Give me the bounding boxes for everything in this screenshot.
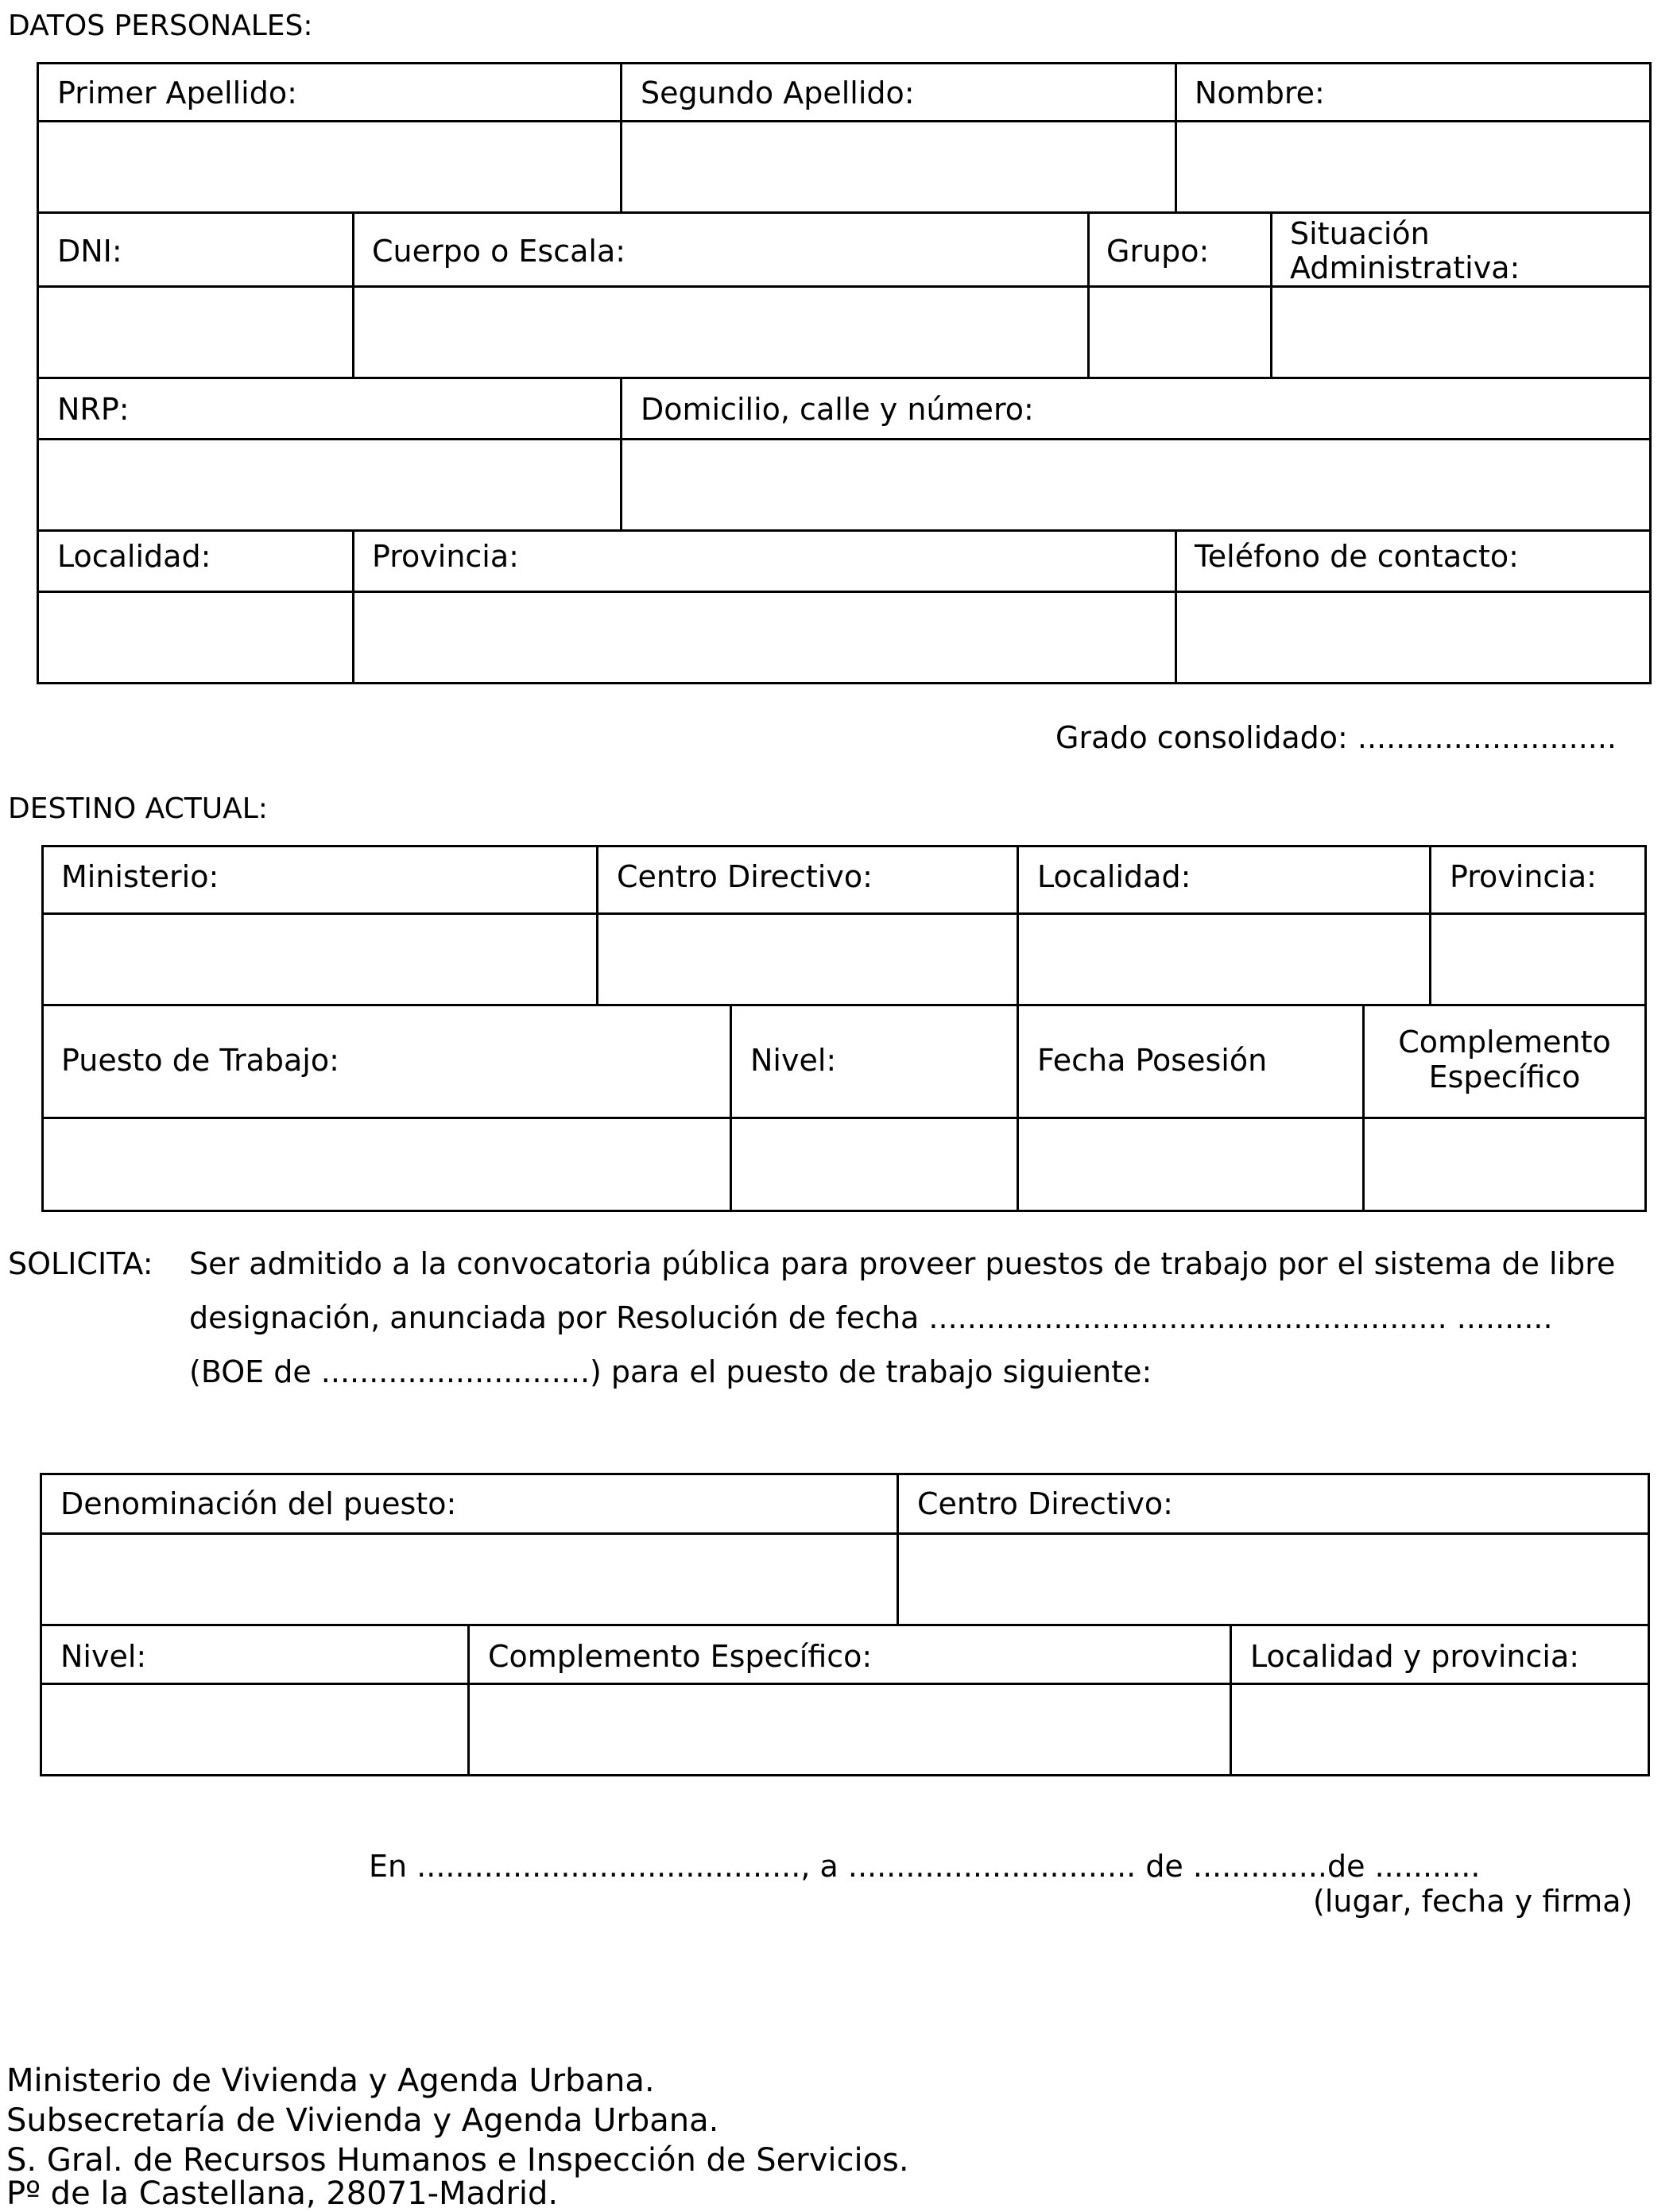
centro-directivo-solicitado-field[interactable]: [899, 1535, 1648, 1624]
denominacion-puesto-field[interactable]: [42, 1535, 897, 1624]
label-centro-directivo-actual: Centro Directivo:: [617, 859, 873, 894]
label-localidad-actual: Localidad:: [1037, 859, 1191, 894]
label-cuerpo-escala: Cuerpo o Escala:: [372, 234, 626, 269]
footer-direccion: Pº de la Castellana, 28071-Madrid.: [6, 2175, 559, 2212]
destino-actual-heading: DESTINO ACTUAL:: [8, 792, 268, 825]
footer-ministerio: Ministerio de Vivienda y Agenda Urbana.: [6, 2063, 655, 2099]
localidad-provincia-field[interactable]: [1232, 1685, 1648, 1774]
label-provincia: Provincia:: [372, 539, 519, 574]
label-nrp: NRP:: [57, 392, 130, 427]
label-localidad-provincia: Localidad y provincia:: [1250, 1639, 1580, 1674]
label-nombre: Nombre:: [1195, 76, 1325, 110]
solicita-line-1: Ser admitido a la convocatoria pública para proveer puestos de trabajo por el sistema de libre: [189, 1246, 1616, 1281]
label-dni: DNI:: [57, 234, 122, 269]
label-administrativa: Administrativa:: [1290, 250, 1520, 285]
solicita-line-3[interactable]: (BOE de ............................) para el puesto de trabajo siguiente:: [189, 1354, 1152, 1389]
label-nivel-actual: Nivel:: [750, 1043, 837, 1078]
label-telefono: Teléfono de contacto:: [1195, 539, 1519, 574]
label-domicilio: Domicilio, calle y número:: [641, 392, 1034, 427]
label-provincia-actual: Provincia:: [1450, 859, 1597, 894]
grado-dots[interactable]: ...........................: [1357, 720, 1617, 755]
solicita-label: SOLICITA:: [8, 1246, 153, 1281]
solicita-line-2[interactable]: designación, anunciada por Resolución de fecha ...................................................... ..........: [189, 1300, 1553, 1335]
firma-line[interactable]: En ........................................, a .............................. de ..............de ...........: [369, 1849, 1481, 1884]
label-puesto-trabajo: Puesto de Trabajo:: [61, 1043, 339, 1078]
label-segundo-apellido: Segundo Apellido:: [641, 76, 915, 110]
label-nivel-solicitado: Nivel:: [60, 1639, 147, 1674]
label-centro-directivo-solicitado: Centro Directivo:: [917, 1486, 1173, 1521]
complemento-especifico-solicitado-field[interactable]: [470, 1685, 1230, 1774]
label-localidad: Localidad:: [57, 539, 211, 574]
footer-subsecretaria: Subsecretaría de Vivienda y Agenda Urbana.: [6, 2102, 719, 2139]
footer-subdireccion: S. Gral. de Recursos Humanos e Inspección de Servicios.: [6, 2142, 909, 2179]
firma-note: (lugar, fecha y firma): [1313, 1884, 1633, 1919]
label-ministerio: Ministerio:: [61, 859, 219, 894]
label-fecha-posesion: Fecha Posesión: [1037, 1043, 1268, 1078]
label-situacion: Situación: [1290, 216, 1430, 251]
label-grupo: Grupo:: [1106, 234, 1210, 269]
label-complemento-especifico-solicitado: Complemento Específico:: [488, 1639, 873, 1674]
label-complemento: Complemento: [1398, 1025, 1611, 1060]
nivel-solicitado-field[interactable]: [42, 1685, 467, 1774]
label-especifico: Específico: [1428, 1060, 1581, 1094]
datos-personales-heading: DATOS PERSONALES:: [8, 10, 313, 42]
label-denominacion-puesto: Denominación del puesto:: [60, 1486, 457, 1521]
label-primer-apellido: Primer Apellido:: [57, 76, 297, 110]
grado-label: Grado consolidado:: [1055, 720, 1348, 755]
